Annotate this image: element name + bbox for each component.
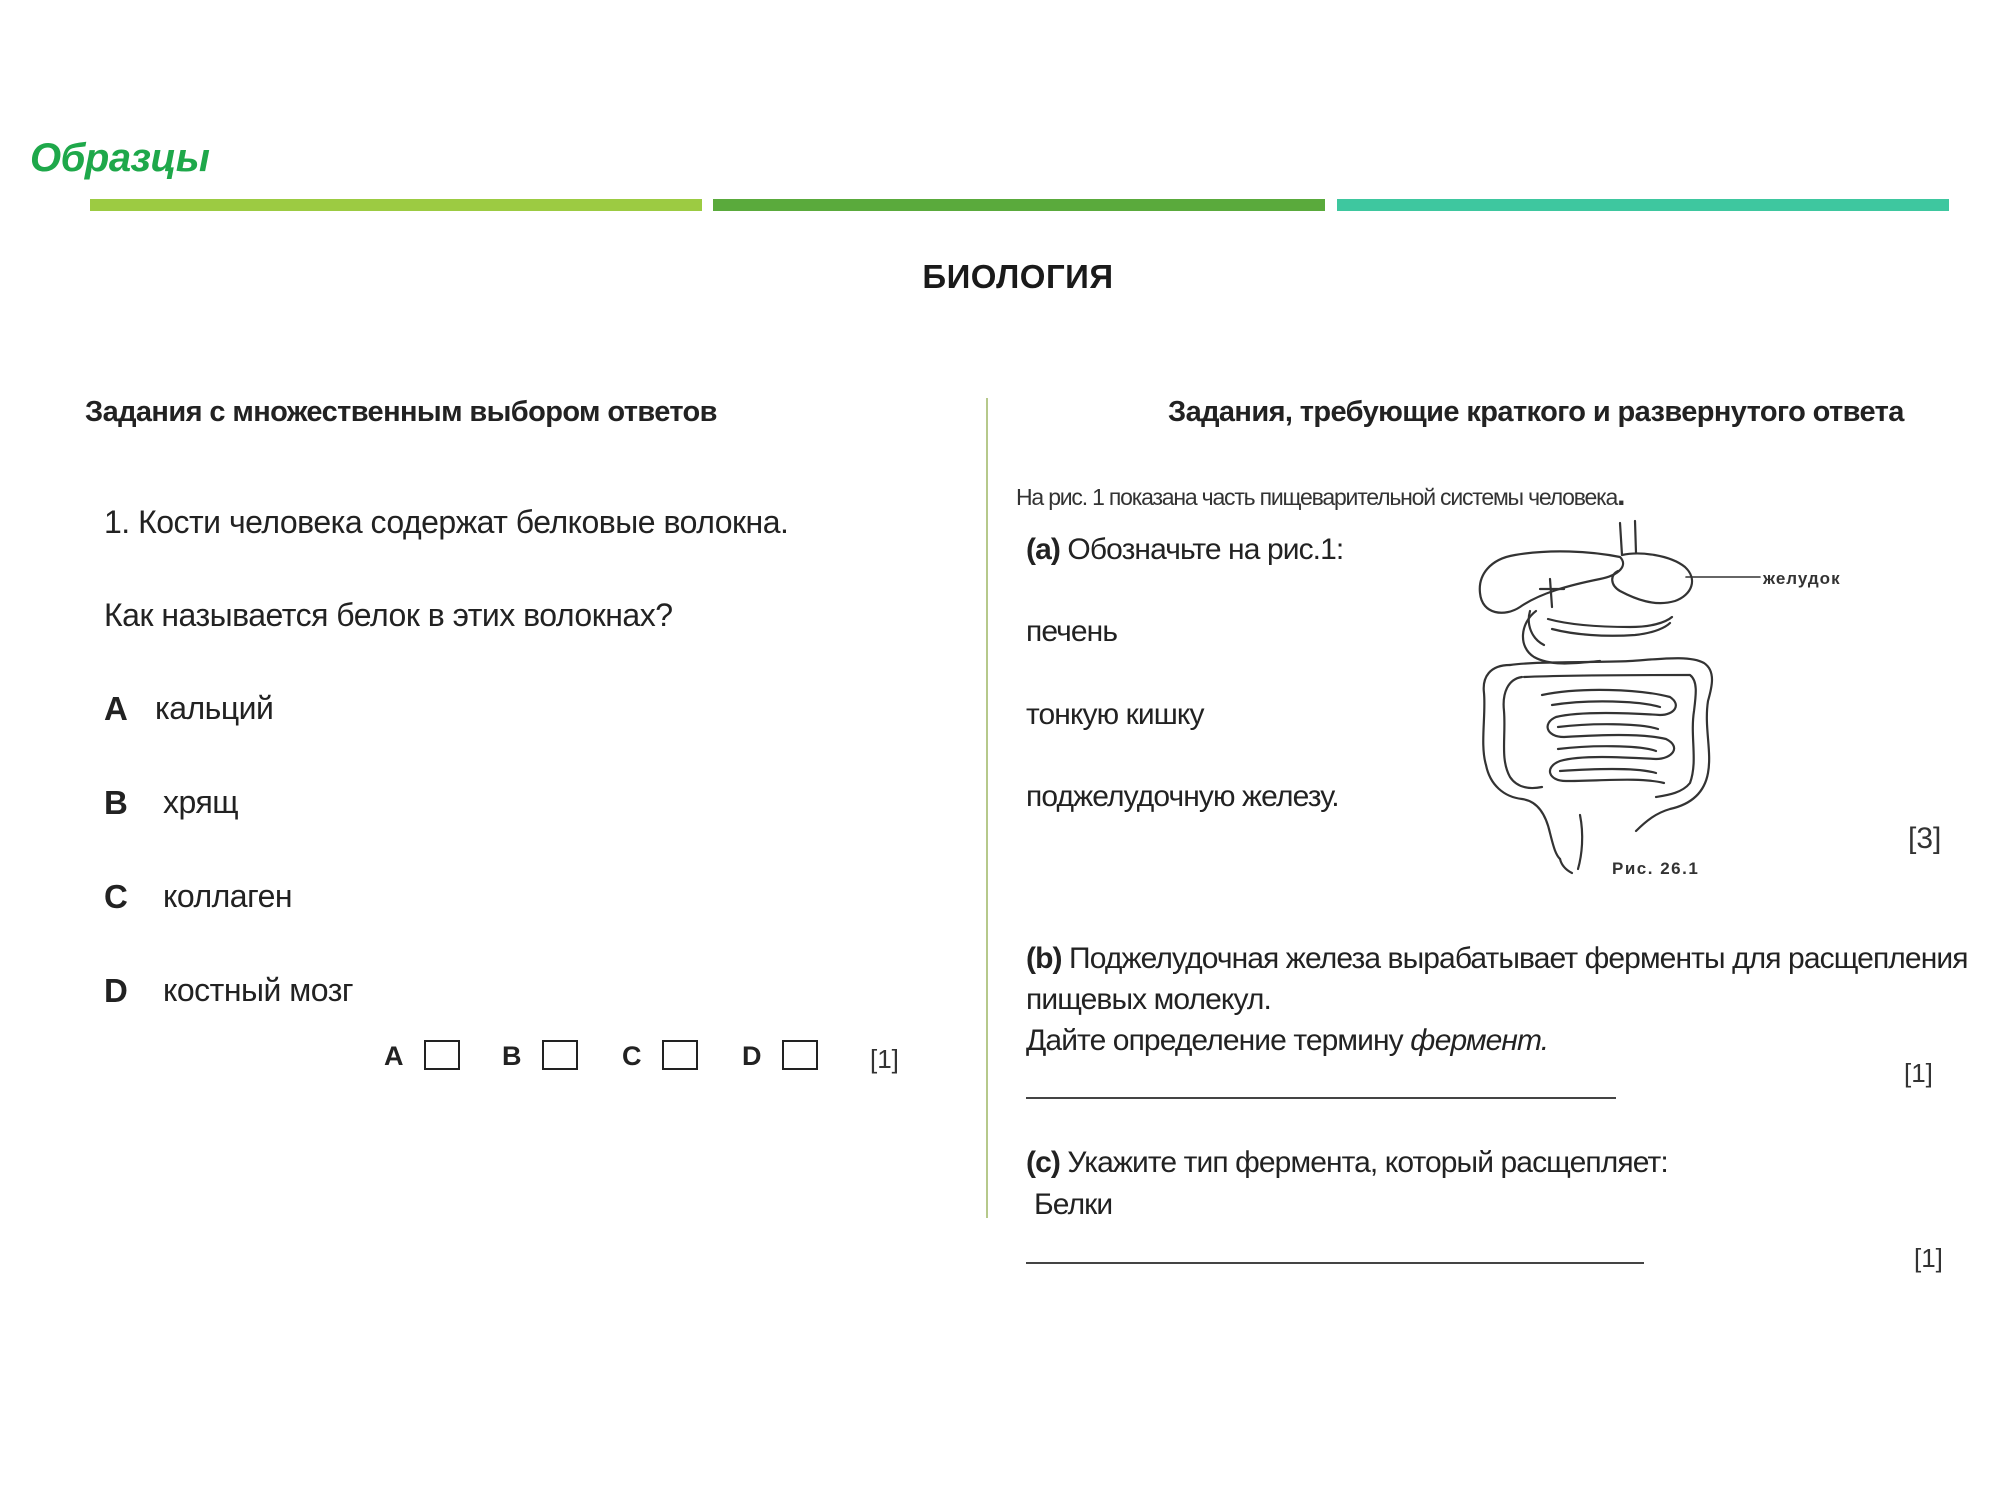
answer-box-a-label: A — [384, 1041, 404, 1071]
option-c-text: коллаген — [163, 878, 293, 914]
answer-box-a[interactable] — [424, 1040, 460, 1070]
left-column-heading: Задания с множественным выбором ответов — [85, 396, 717, 428]
part-b-answer-line[interactable] — [1026, 1097, 1616, 1099]
option-b-text: хрящ — [163, 784, 239, 820]
option-d-letter: D — [104, 972, 128, 1009]
part-b-text: Поджелудочная железа вырабатывает ферменты для расщепления — [1069, 942, 1968, 975]
left-marks: [1] — [870, 1044, 899, 1074]
right-column-heading: Задания, требующие краткого и развернутого ответа — [1168, 396, 1904, 428]
esophagus-shape — [1620, 521, 1636, 555]
part-a-item-pancreas: поджелудочную железу. — [1026, 780, 1339, 813]
figure-caption: Рис. 26.1 — [1612, 859, 1700, 878]
header-bar-right — [1337, 199, 1949, 211]
figure-intro — [1016, 479, 1624, 513]
part-b-line-3 — [1026, 1024, 1548, 1058]
pancreas-shape — [1548, 617, 1672, 636]
part-b-term: фермент. — [1410, 1024, 1549, 1057]
part-c-marks: [1] — [1914, 1243, 1943, 1273]
part-c-answer-line[interactable] — [1026, 1262, 1644, 1264]
part-b-label: (b) — [1026, 942, 1062, 975]
part-a-item-small-intestine: тонкую кишку — [1026, 698, 1204, 731]
section-title: Образцы — [30, 136, 210, 180]
subject-title: БИОЛОГИЯ — [922, 258, 1114, 295]
header-bar-middle — [713, 199, 1325, 211]
option-a-text: кальций — [155, 690, 274, 726]
column-divider — [986, 398, 988, 1218]
part-b-definition-prompt: Дайте определение термину — [1026, 1024, 1411, 1057]
part-c-text: Укажите тип фермента, который расщепляет: — [1067, 1146, 1668, 1179]
answer-box-d[interactable] — [782, 1040, 818, 1070]
answer-box-b[interactable] — [542, 1040, 578, 1070]
part-a-marks: [3] — [1908, 822, 1942, 855]
part-a-label: (a) — [1026, 533, 1060, 566]
part-b-line-1 — [1026, 942, 1968, 976]
option-c-letter: C — [104, 878, 128, 915]
part-a-text: Обозначьте на рис.1: — [1067, 533, 1344, 566]
answer-box-c-label: C — [622, 1041, 642, 1071]
part-b-marks: [1] — [1904, 1058, 1933, 1088]
option-b-letter: B — [104, 784, 128, 821]
part-a-prompt — [1026, 533, 1343, 567]
question-1-line-1: 1. Кости человека содержат белковые волокна. — [104, 504, 789, 540]
part-c-item-proteins: Белки — [1034, 1188, 1113, 1221]
stomach-label: желудок — [1763, 569, 1841, 588]
option-d-text: костный мозг — [163, 972, 354, 1008]
part-b-line-2: пищевых молекул. — [1026, 983, 1271, 1016]
header-bar-left — [90, 199, 702, 211]
part-a-item-liver: печень — [1026, 615, 1118, 648]
stomach-shape — [1612, 554, 1692, 604]
figure-intro-text: На рис. 1 показана часть пищеварительной системы человека — [1016, 484, 1618, 510]
part-c-prompt — [1026, 1146, 1668, 1180]
answer-box-d-label: D — [742, 1041, 762, 1071]
part-c-label: (c) — [1026, 1146, 1060, 1179]
answer-box-c[interactable] — [662, 1040, 698, 1070]
figure-intro-dot: . — [1617, 479, 1625, 512]
question-1-line-2: Как называется белок в этих волокнах? — [104, 597, 673, 633]
option-a-letter: A — [104, 690, 128, 727]
answer-box-b-label: B — [502, 1041, 522, 1071]
